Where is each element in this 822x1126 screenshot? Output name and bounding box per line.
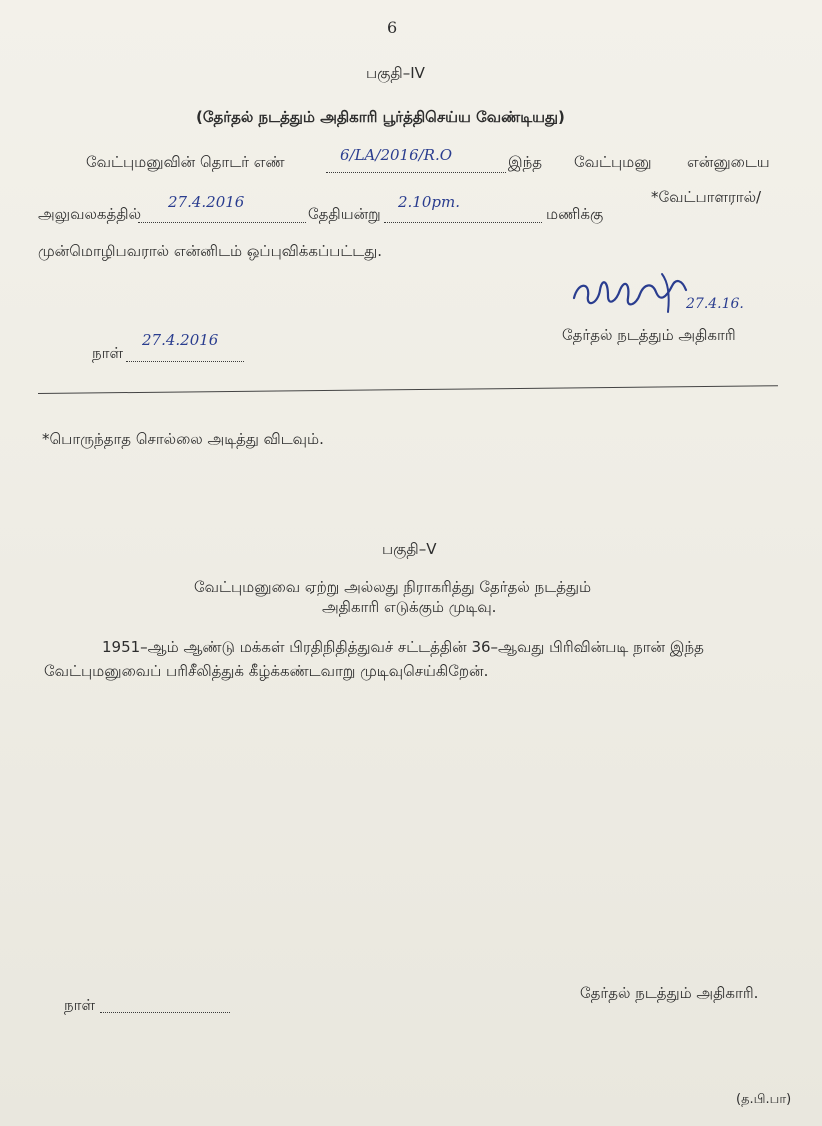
serial-number-dotted-line [326, 172, 506, 173]
text-ennudaiya: என்னுடைய [687, 153, 770, 171]
text-candidate-option: *வேட்பாளரால்/ [651, 188, 762, 206]
part4-heading: பகுதி–IV [366, 64, 425, 82]
text-vetpumanu: வேட்புமனு [574, 153, 652, 171]
part4-date-dotted-line [126, 361, 244, 362]
strike-note: *பொருந்தாத சொல்லை அடித்து விடவும். [42, 430, 324, 448]
date-handwritten: 27.4.2016 [168, 193, 245, 211]
date-dotted-line [138, 222, 306, 223]
part5-officer-label: தேர்தல் நடத்தும் அதிகாரி. [580, 984, 759, 1002]
text-manikku: மணிக்கு [546, 205, 604, 223]
part4-officer-label: தேர்தல் நடத்தும் அதிகாரி [562, 326, 736, 344]
section-divider [38, 385, 778, 394]
part4-subheading: (தேர்தல் நடத்தும் அதிகாரி பூர்த்திசெய்ய வேண்டியது) [196, 108, 565, 126]
proposer-text: முன்மொழிபவரால் என்னிடம் ஒப்புவிக்கப்பட்டது. [38, 242, 382, 260]
serial-number-label: வேட்புமனுவின் தொடர் எண் [86, 153, 285, 171]
time-handwritten: 2.10pm. [398, 193, 460, 211]
part5-date-dotted-line [100, 1012, 230, 1013]
office-label: அலுவலகத்தில் [38, 205, 142, 223]
part5-heading: பகுதி–V [382, 540, 437, 558]
signature-date-handwritten: 27.4.16. [686, 296, 744, 312]
footer-code: (த.பி.பா) [736, 1092, 792, 1107]
text-intha: இந்த [508, 153, 542, 171]
part4-date-handwritten: 27.4.2016 [142, 331, 219, 349]
page-number: 6 [387, 18, 398, 37]
time-dotted-line [384, 222, 542, 223]
part4-date-label: நாள் [92, 344, 123, 362]
part5-date-label: நாள் [64, 996, 95, 1014]
part5-title-line2: அதிகாரி எடுக்கும் முடிவு. [322, 598, 497, 616]
officer-signature-image [568, 268, 690, 320]
part5-body-line1: 1951–ஆம் ஆண்டு மக்கள் பிரதிநிதித்துவச் சட்டத்தின் 36–ஆவது பிரிவின்படி நான் இந்த [102, 638, 704, 656]
serial-number-handwritten: 6/LA/2016/R.O [340, 146, 453, 164]
part5-body-line2: வேட்புமனுவைப் பரிசீலித்துக் கீழ்க்கண்டவாறு முடிவுசெய்கிறேன். [44, 662, 489, 680]
part5-title-line1: வேட்புமனுவை ஏற்று அல்லது நிராகரித்து தேர்தல் நடத்தும் [194, 578, 592, 596]
text-thethiyanru: தேதியன்று [308, 205, 381, 223]
